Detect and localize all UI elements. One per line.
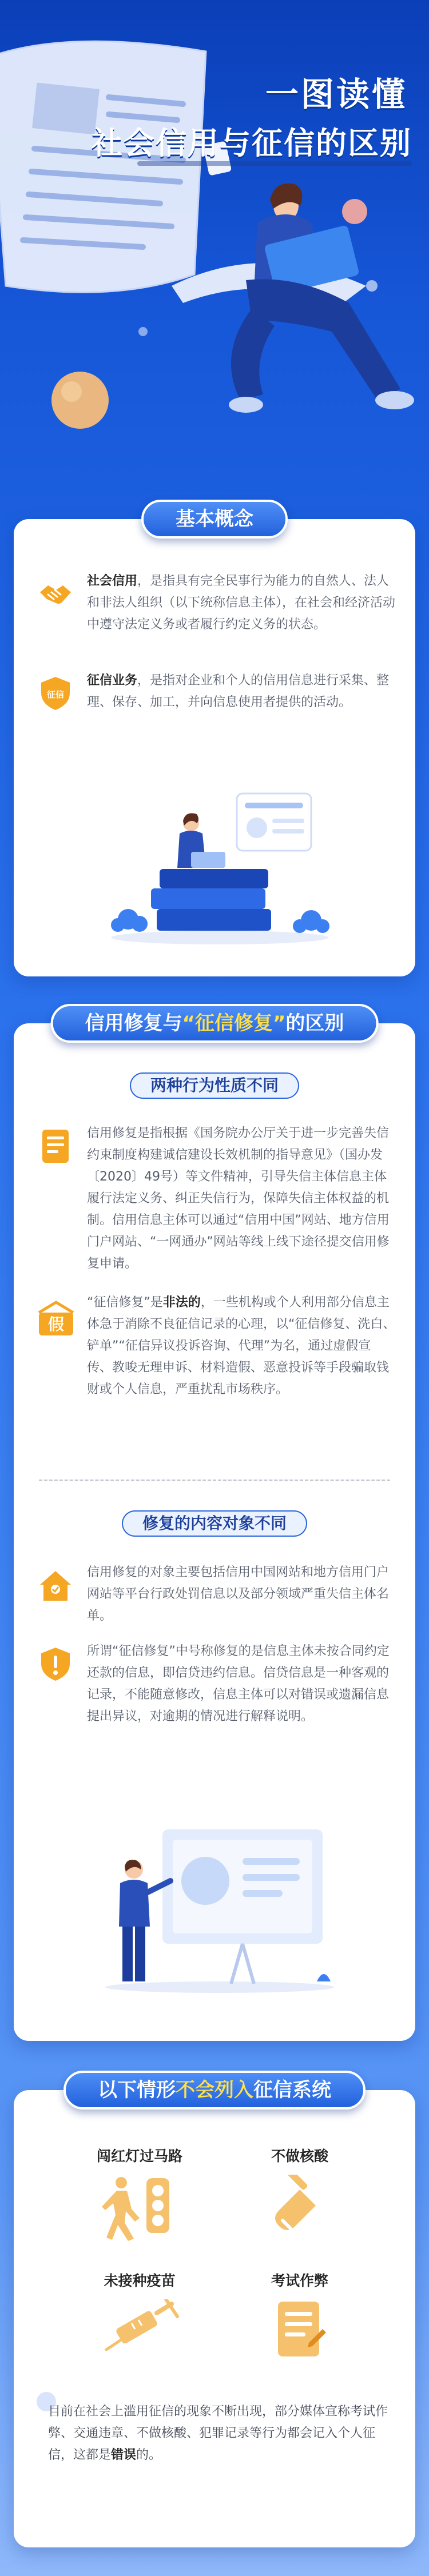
item-label-exam-cheating: 考试作弊 [271,2272,328,2289]
hero-title-line2: 社会信用与征信的区别 [92,125,412,161]
credit-repair-description: 信用修复是指根据《国务院办公厅关于进一步完善失信约束制度构建诚信建设长效机制的指导意见》（国办发〔2020〕49号）等文件精神，引导失信主体信息主体履行法定义务、纠正失信行为，保障失信主体权益的机制。信用信息主体可以通过“信用中国”网站、地方信用门户网站、“一网通办”网站等线上线下途径提交信用修复申请。 [87,1126,390,1271]
hero-title-line1: 一图读懂 [265,75,407,114]
repair-object-description: 信用修复的对象主要包括信用中国网站和地方信用门户网站等平台行政处罚信息以及部分领域严重失信主体名单。 [87,1565,390,1623]
shield-icon [37,675,74,712]
handshake-icon [37,575,74,613]
item-label-red-light: 闯红灯过马路 [96,2148,182,2164]
fake-repair-object-description: 所谓“征信修复”中号称修复的是信息主体未按合同约定还款的信息，即信贷违约信息。信贷信息是一种客观的记录，不能随意修改，信息主体可以对错误或遗漏信息提出异议，对逾期的情况进行解释说明。 [87,1644,390,1724]
illegal-repair-description: “征信修复”是非法的，一些机构或个人利用部分信息主体急于消除不良征信记录的心理，以“征信修复、洗白、铲单”“征信异议投诉咨询、代理”为名，通过虚假宣传、教唆无理申诉、材料造假、恶意投诉等手段骗取钱财或个人信息，严重扰乱市场秩序。 [87,1295,396,1397]
misconception-note: 目前在社会上滥用征信的现象不断出现，部分媒体宣称考试作弊、交通违章、不做核酸、犯罪记录等行为都会记入个人征信，这都是错误的。 [48,2404,388,2462]
subheading-nature-different: 两种行为性质不同 [130,1072,299,1099]
warning-shield-icon [37,1645,74,1683]
credit-reporting-definition: 征信业务，是指对企业和个人的信用信息进行采集、整理、保存、加工，并向信息使用者提供的活动。 [87,673,390,709]
hero-banner [0,0,429,503]
section-not-included [14,2079,415,2547]
fake-badge-icon [34,1299,78,1339]
traffic-light-pedestrian-icon [100,2175,180,2243]
presenter-illustration [100,1812,340,2001]
syringe-icon [100,2299,180,2356]
books-illustration [105,788,334,954]
section-basic-concepts [14,508,415,976]
exam-paper-icon [275,2299,326,2362]
document-list-icon [37,1127,74,1165]
fake-badge-label: 假 [47,1315,65,1334]
title-underline [137,161,412,166]
house-icon [37,1566,74,1604]
section-divider [39,1480,390,1481]
section-tab-not-included: 以下情形不会列入征信系统 [63,2071,366,2110]
social-credit-definition: 社会信用，是指具有完全民事行为能力的自然人、法人和非法人组织（以下统称信息主体），在社会和经济活动中遵守法定义务或者履行约定义务的状态。 [87,574,396,632]
section-repair-difference [14,1012,415,2041]
item-label-no-test: 不做核酸 [271,2148,328,2164]
subheading-object-different: 修复的内容对象不同 [122,1510,307,1537]
test-tube-icon [271,2175,328,2243]
section-tab-basic-concepts: 基本概念 [141,500,288,539]
item-label-no-vaccine: 未接种疫苗 [104,2272,176,2289]
shield-icon-label: 征信 [46,689,65,700]
section-tab-repair-difference: 信用修复与“征信修复”的区别 [51,1004,379,1043]
